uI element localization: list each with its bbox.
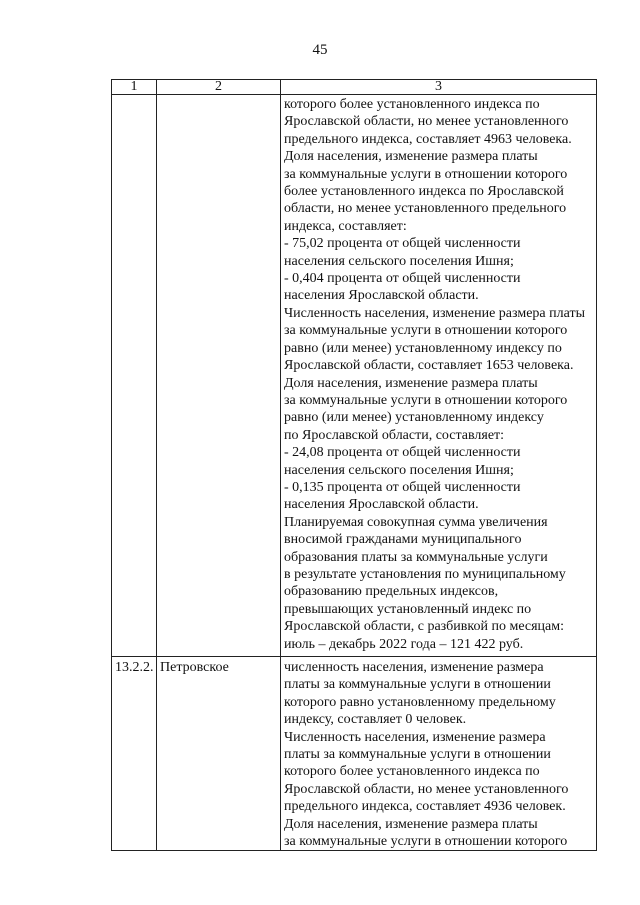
table-header-row	[112, 80, 597, 95]
text-line: по Ярославской области, составляет:	[284, 427, 505, 443]
text-line: Ярославской области, но менее установленного	[284, 114, 569, 130]
text-line: - 0,135 процента от общей численности	[284, 479, 521, 495]
text-line: за коммунальные услуги в отношении которого	[284, 323, 568, 339]
text-line: вносимой гражданами муниципального	[284, 532, 522, 548]
document-table	[111, 79, 597, 851]
text-line: Доля населения, изменение размера платы	[284, 149, 538, 165]
text-line: равно (или менее) установленному индексу	[284, 410, 544, 426]
text-line: области, но менее установленного предельного	[284, 201, 567, 217]
text-line: образованию предельных индексов,	[284, 584, 499, 600]
text-line: Ярославской области, составляет 1653 человека.	[284, 358, 574, 374]
text-line: Доля населения, изменение размера платы	[284, 816, 538, 832]
text-line: платы за коммунальные услуги в отношении	[284, 747, 551, 763]
settlement-name-cell	[157, 95, 281, 657]
text-line: равно (или менее) установленному индексу по	[284, 340, 562, 356]
table-row	[112, 657, 597, 851]
text-line: Планируемая совокупная сумма увеличения	[284, 514, 548, 530]
text-line: в результате установления по муниципальному	[284, 566, 566, 582]
text-line: которого более установленного индекса по	[284, 97, 540, 112]
text-line: Численность населения, изменение размера платы	[284, 305, 585, 321]
text-line: которого более установленного индекса по	[284, 764, 540, 780]
text-line: населения сельского поселения Ишня;	[284, 462, 514, 478]
text-line: предельного индекса, составляет 4963 человека.	[284, 131, 572, 147]
row-number-cell: 13.2.2.	[112, 657, 157, 851]
header-cell-1: 1	[112, 80, 157, 95]
page-number: 45	[312, 42, 328, 58]
text-line: за коммунальные услуги в отношении которого	[284, 834, 568, 850]
text-line: предельного индекса, составляет 4936 человек.	[284, 799, 566, 815]
header-cell-2: 2	[157, 80, 281, 95]
text-line: более установленного индекса по Ярославской	[284, 184, 564, 200]
text-line: июль – декабрь 2022 года – 121 422 руб.	[284, 636, 524, 652]
text-line: за коммунальные услуги в отношении которого	[284, 166, 568, 182]
header-cell-3: 3	[281, 80, 597, 95]
text-line: индексу, составляет 0 человек.	[284, 712, 467, 728]
text-line: которого равно установленному предельному	[284, 694, 556, 710]
text-line: за коммунальные услуги в отношении которого	[284, 392, 568, 408]
text-line: населения сельского поселения Ишня;	[284, 253, 514, 269]
text-line: населения Ярославской области.	[284, 497, 479, 513]
text-line: Ярославской области, но менее установленного	[284, 781, 569, 797]
text-line: превышающих установленный индекс по	[284, 601, 532, 617]
description-cell	[281, 95, 597, 657]
text-line: численность населения, изменение размера	[284, 660, 544, 675]
row-number-cell	[112, 95, 157, 657]
text-line: образования платы за коммунальные услуги	[284, 549, 548, 565]
text-line: Доля населения, изменение размера платы	[284, 375, 538, 391]
table-row	[112, 95, 597, 657]
text-line: платы за коммунальные услуги в отношении	[284, 677, 551, 693]
description-cell	[281, 657, 597, 851]
text-line: Ярославской области, с разбивкой по месяцам:	[284, 619, 565, 635]
text-line: - 75,02 процента от общей численности	[284, 236, 521, 252]
text-line: населения Ярославской области.	[284, 288, 479, 304]
text-line: индекса, составляет:	[284, 218, 407, 234]
text-line: Численность населения, изменение размера	[284, 729, 546, 745]
settlement-name-cell: Петровское	[157, 657, 281, 851]
text-line: - 24,08 процента от общей численности	[284, 445, 521, 461]
text-line: - 0,404 процента от общей численности	[284, 271, 521, 287]
